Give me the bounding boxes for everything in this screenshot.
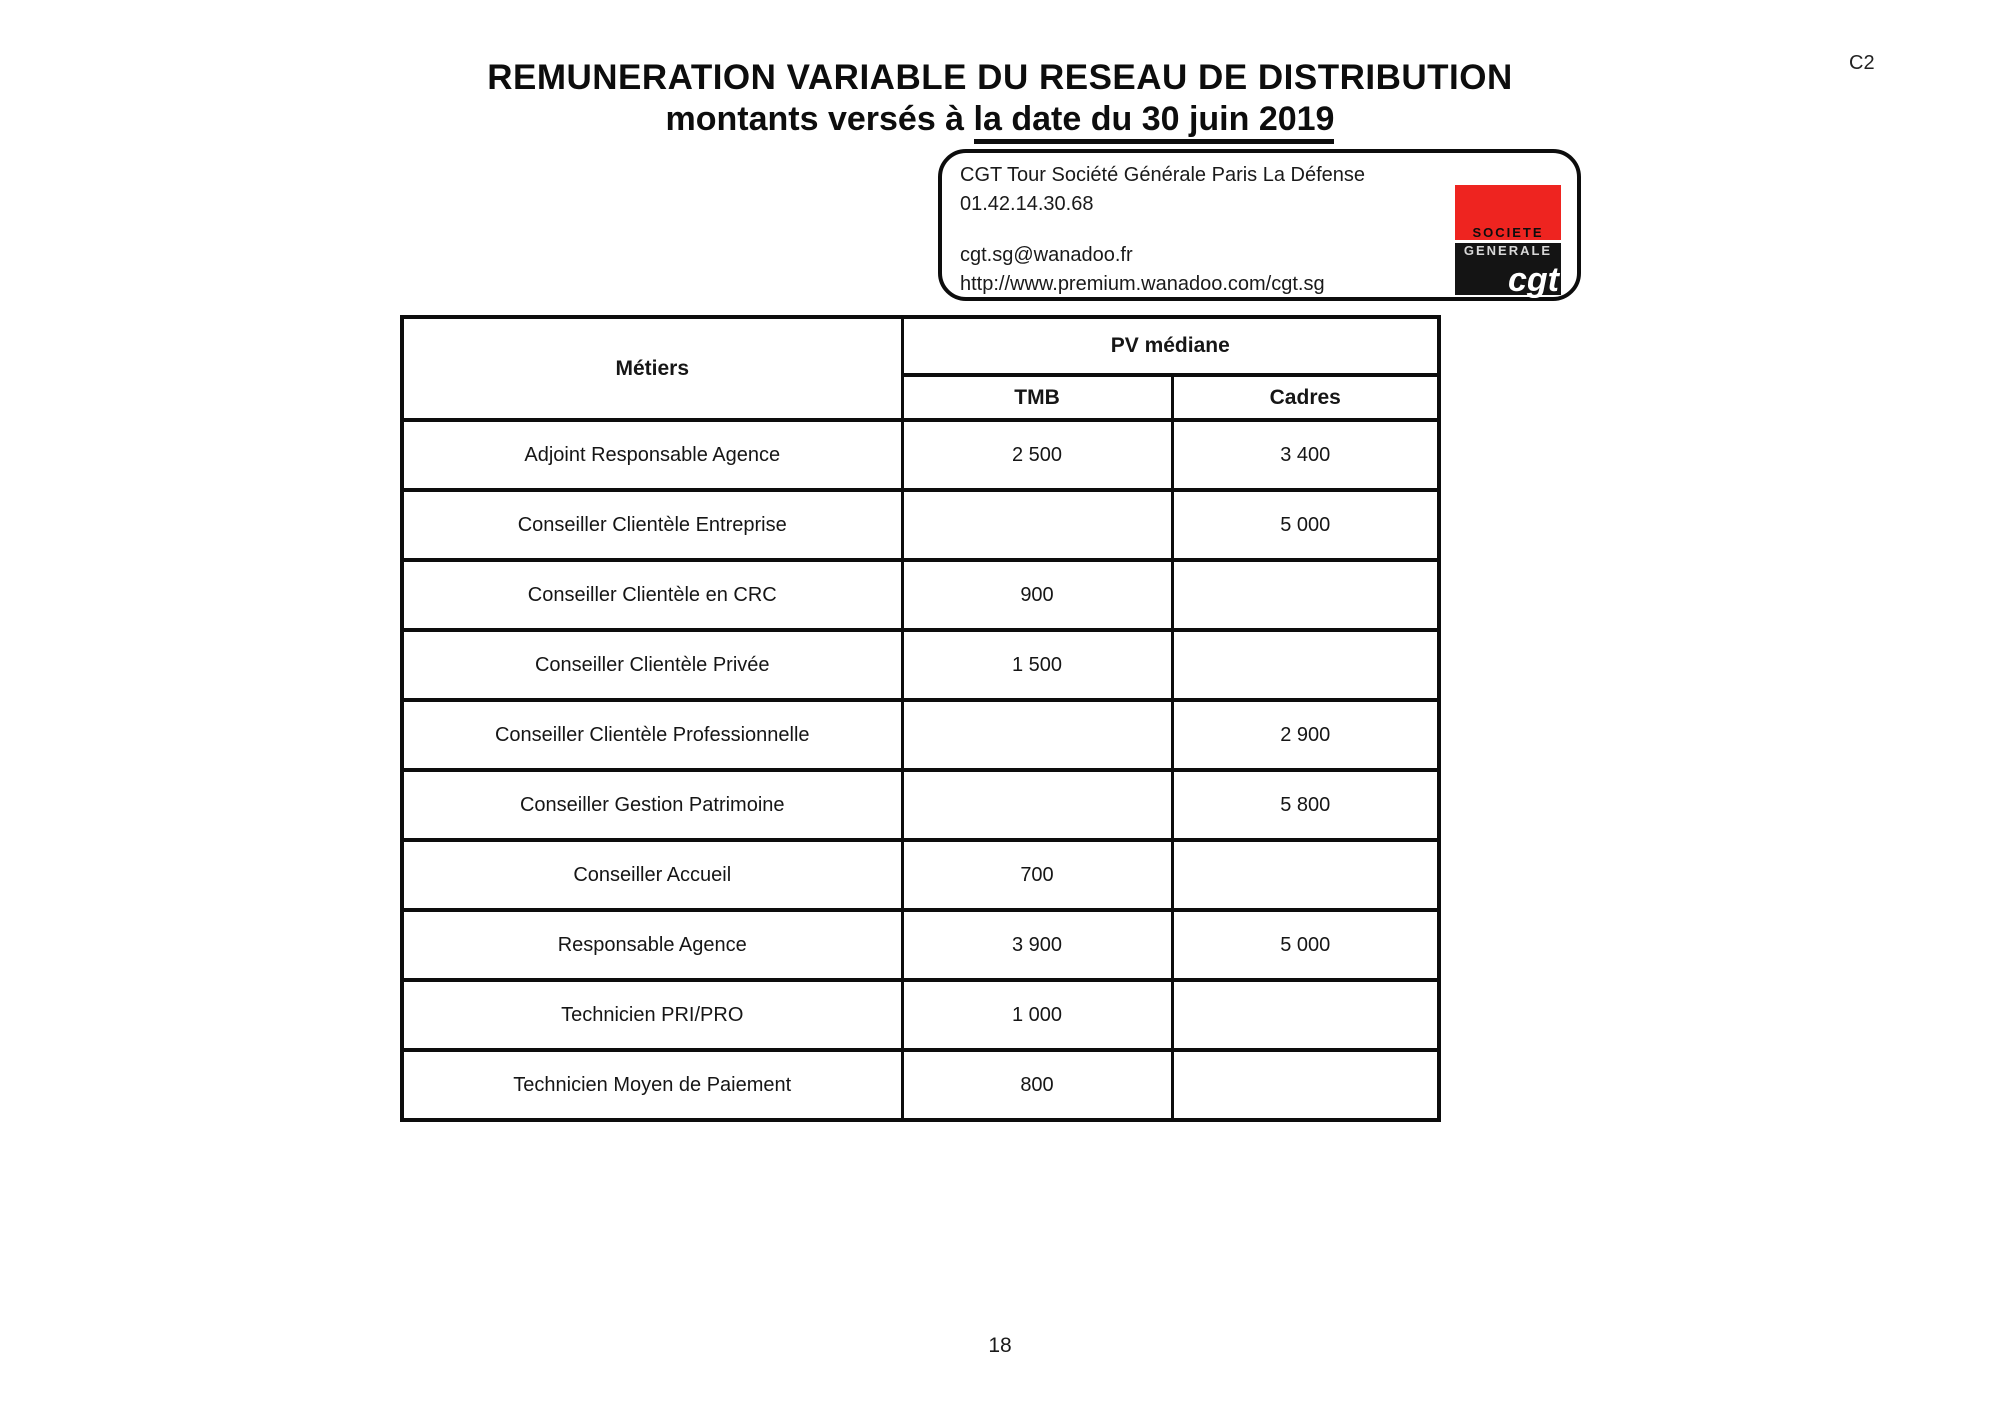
logo-word-societe: SOCIETE (1472, 225, 1544, 240)
contact-info-box (938, 149, 1581, 301)
tmb-cell: 2 500 (902, 420, 1172, 490)
table-row (402, 980, 1439, 1050)
tmb-cell: 1 000 (902, 980, 1172, 1050)
contact-text-block (960, 161, 1365, 299)
logo-red-band (1455, 185, 1561, 240)
contact-email: cgt.sg@wanadoo.fr (960, 244, 1133, 266)
logo-cgt-label: cgt (1508, 261, 1559, 299)
subtitle-prefix: montants versés à (665, 100, 974, 138)
cadres-cell (1172, 560, 1439, 630)
tmb-cell (902, 490, 1172, 560)
col-header-cadres: Cadres (1172, 375, 1439, 420)
contact-address: CGT Tour Société Générale Paris La Défense (960, 164, 1366, 186)
tmb-cell (902, 700, 1172, 770)
table-row (402, 490, 1439, 560)
table-row (402, 420, 1439, 490)
cadres-cell (1172, 980, 1439, 1050)
metier-cell: Adjoint Responsable Agence (402, 420, 902, 490)
table-row (402, 560, 1439, 630)
tmb-cell: 1 500 (902, 630, 1172, 700)
page-number: 18 (988, 1334, 1012, 1357)
remuneration-table (400, 315, 1441, 1122)
tmb-cell: 700 (902, 840, 1172, 910)
table-row (402, 700, 1439, 770)
table-row (402, 910, 1439, 980)
cadres-cell: 5 000 (1172, 910, 1439, 980)
contact-spacer (960, 219, 1365, 241)
cadres-cell (1172, 840, 1439, 910)
document-title: REMUNERATION VARIABLE DU RESEAU DE DISTRIBUTION (487, 58, 1513, 97)
table-row (402, 1050, 1439, 1120)
metier-cell: Technicien Moyen de Paiement (402, 1050, 902, 1120)
metier-cell: Conseiller Clientèle Privée (402, 630, 902, 700)
cadres-cell (1172, 1050, 1439, 1120)
tmb-cell: 3 900 (902, 910, 1172, 980)
metier-cell: Conseiller Gestion Patrimoine (402, 770, 902, 840)
metier-cell: Conseiller Accueil (402, 840, 902, 910)
metier-cell: Conseiller Clientèle Entreprise (402, 490, 902, 560)
logo-black-band (1455, 240, 1561, 299)
subtitle-underlined-date: la date du 30 juin 2019 (974, 100, 1335, 144)
tmb-cell: 900 (902, 560, 1172, 630)
table-header-row-1 (402, 317, 1439, 375)
contact-url: http://www.premium.wanadoo.com/cgt.sg (960, 273, 1325, 295)
cadres-cell: 5 800 (1172, 770, 1439, 840)
document-subtitle (0, 100, 2000, 139)
metier-cell: Conseiller Clientèle en CRC (402, 560, 902, 630)
cadres-cell: 2 900 (1172, 700, 1439, 770)
col-header-pv-mediane: PV médiane (902, 317, 1439, 375)
metier-cell: Conseiller Clientèle Professionnelle (402, 700, 902, 770)
cadres-cell: 5 000 (1172, 490, 1439, 560)
tmb-cell (902, 770, 1172, 840)
metier-cell: Responsable Agence (402, 910, 902, 980)
cadres-cell: 3 400 (1172, 420, 1439, 490)
table-row (402, 630, 1439, 700)
contact-phone: 01.42.14.30.68 (960, 193, 1094, 215)
cadres-cell (1172, 630, 1439, 700)
logo-word-generale: GENERALE (1463, 243, 1553, 258)
classification-label: C2 (1849, 52, 1875, 74)
metier-cell: Technicien PRI/PRO (402, 980, 902, 1050)
col-header-tmb: TMB (902, 375, 1172, 420)
col-header-metiers: Métiers (402, 317, 902, 420)
table-row (402, 770, 1439, 840)
tmb-cell: 800 (902, 1050, 1172, 1120)
table-row (402, 840, 1439, 910)
societe-generale-cgt-logo (1455, 185, 1561, 299)
